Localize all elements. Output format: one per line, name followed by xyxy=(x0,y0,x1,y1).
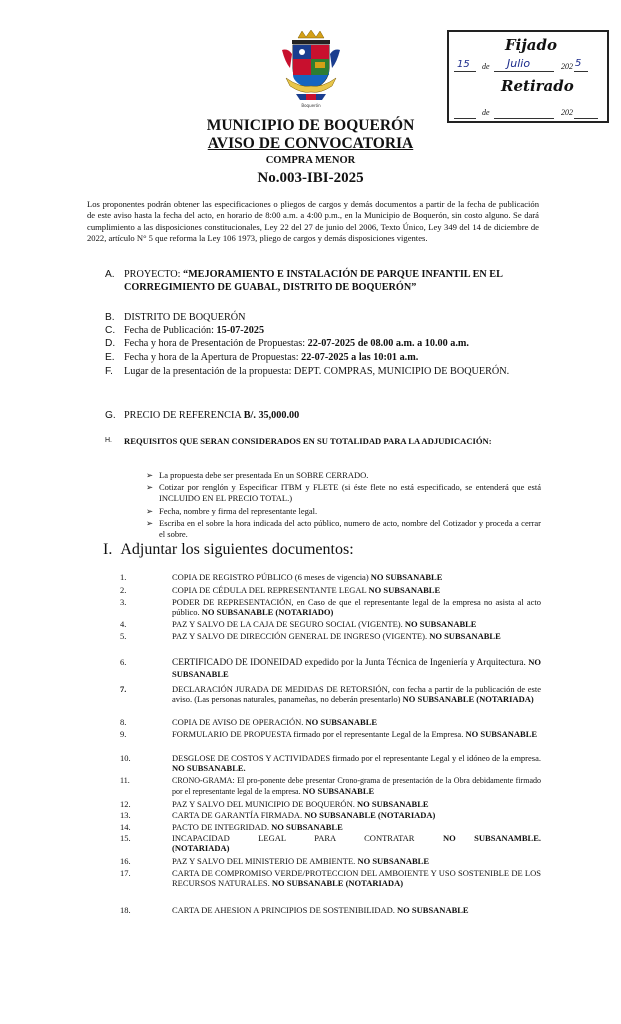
retirado-de: de xyxy=(482,108,490,117)
retirado-year-prefix: 202 xyxy=(561,108,573,117)
section-f: F. Lugar de la presentación de la propuesta: DEPT. COMPRAS, MUNICIPIO DE BOQUERÓN. xyxy=(105,366,510,377)
notice-number: No.003-IBI-2025 xyxy=(257,170,364,186)
section-a: A. PROYECTO: “MEJORAMIENTO E INSTALACIÓN DE PARQUE INFANTIL EN EL CORREGIMIENTO DE GUABAL, DISTRITO DE BOQUERÓN” xyxy=(105,269,503,293)
municipal-coat-of-arms xyxy=(280,28,342,110)
section-d: D. Fecha y hora de Presentación de Propuestas: 22-07-2025 de 08.00 a.m. a 10.00 a.m. xyxy=(105,338,469,349)
bullet-item: ➢ Escriba en el sobre la hora indicada del acto público, numero de acto, nombre del Cotizador y proceda a cerrar el sobre. xyxy=(146,518,541,539)
fijado-retirado-stamp xyxy=(447,30,609,123)
section-g: G. PRECIO DE REFERENCIA B/. 35,000.00 xyxy=(105,410,300,421)
logo-ribbon-text: Boquerón xyxy=(301,103,321,108)
section-e: E. Fecha y hora de la Apertura de Propuestas: 22-07-2025 a las 10:01 a.m. xyxy=(105,352,419,363)
bullet-item: ➢ La propuesta debe ser presentada En un SOBRE CERRADO. xyxy=(146,470,369,480)
section-b: B. DISTRITO DE BOQUERÓN xyxy=(105,312,246,323)
fijado-label: Fijado xyxy=(505,36,557,54)
fijado-de: de xyxy=(482,62,490,71)
fijado-month: Julio xyxy=(507,57,531,70)
municipality-title: MUNICIPIO DE BOQUERÓN xyxy=(206,117,415,134)
section-c: C. Fecha de Publicación: 15-07-2025 xyxy=(105,325,265,336)
fijado-year-prefix: 202 xyxy=(561,62,573,71)
section-h-key: H. xyxy=(105,437,112,444)
intro-paragraph: Los proponentes podrán obtener las especificaciones o pliegos de cargos y demás documentos a partir de la fecha de publicación de este aviso hasta la fecha del acto, en horario de 8:00 a.m. a 4:00 p.m., en la Municipio de Boquerón, sin costo alguno. Se dará cumplimiento a las disposiciones constitucionales, Ley 22 del 27 de junio del 2006, Texto Único, Ley 349 del 14 de diciembre de 2022, artículo N° 5 que reforma la Ley 106 1973, pliego de cargos y demás disposiciones vigentes. xyxy=(87,199,539,243)
section-i-heading: I. Adjuntar los siguientes documentos: xyxy=(103,541,354,558)
retirado-label: Retirado xyxy=(501,77,574,95)
notice-title: AVISO DE CONVOCATORIA xyxy=(207,135,414,152)
bullet-item: ➢ Fecha, nombre y firma del representante legal. xyxy=(146,506,318,516)
bullet-item: ➢ Cotizar por renglón y Especificar ITBM y FLETE (si éste flete no está especificado, se entenderá que está INCLUIDO EN EL PRECIO TOTAL.) xyxy=(146,482,541,503)
fijado-day: 15 xyxy=(457,59,470,70)
fijado-year-suffix: 5 xyxy=(575,58,582,69)
section-h-text: REQUISITOS QUE SERAN CONSIDERADOS EN SU TOTALIDAD PARA LA ADJUDICACIÓN: xyxy=(124,436,492,446)
procurement-type: COMPRA MENOR xyxy=(265,155,356,166)
